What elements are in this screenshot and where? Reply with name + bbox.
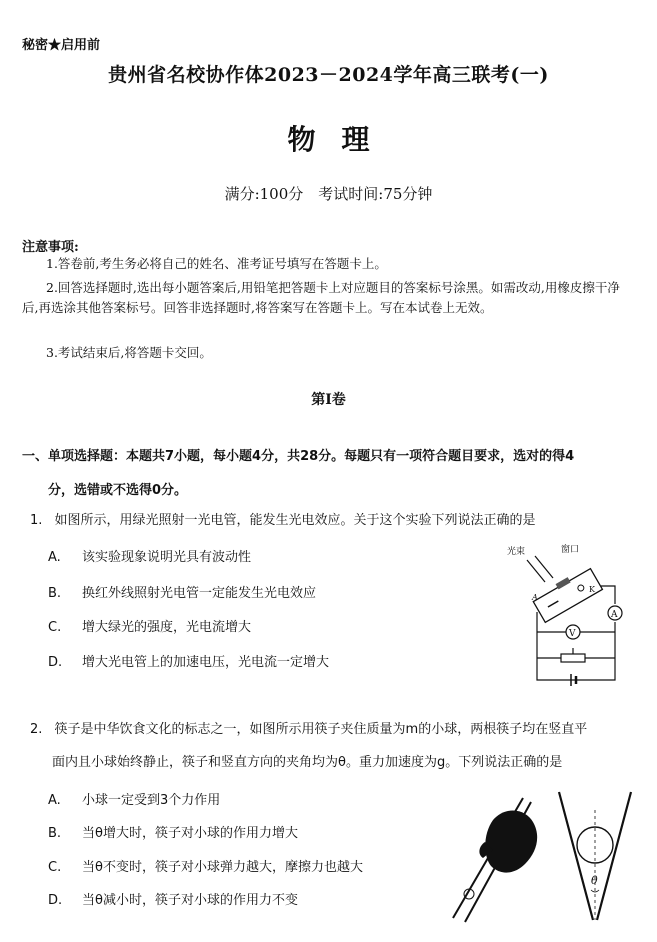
- question-2-option-b: [48, 822, 298, 841]
- hand-chopsticks-figure: [445, 790, 545, 925]
- notice-heading: 注意事项:: [22, 240, 79, 255]
- option-label: C.: [48, 860, 62, 875]
- cathode-label: K: [589, 585, 595, 594]
- beam-ray: [527, 560, 545, 582]
- score-time-line: 满分:100分 考试时间:75分钟: [224, 185, 433, 203]
- question-text: 面内且小球始终静止，筷子和竖直方向的夹角均为θ。重力加速度为g。下列说法正确的是: [52, 755, 563, 770]
- option-label: D.: [48, 893, 63, 908]
- beam-ray: [535, 556, 553, 578]
- option-label: A.: [48, 793, 61, 808]
- beam-label: 光束: [507, 547, 526, 557]
- option-text: 当θ不变时，筷子对小球弹力越大，摩擦力也越大: [82, 860, 363, 875]
- question-number: 1.: [30, 513, 43, 528]
- option-label: A.: [48, 550, 61, 565]
- question-number: 2.: [30, 722, 43, 737]
- option-label: C.: [48, 620, 62, 635]
- voltmeter-label: V: [569, 629, 576, 639]
- notice-item: 2.回答选择题时,选出每小题答案后,用铅笔把答题卡上对应题目的答案标号涂黑。如需改动,用橡皮擦干净后,再选涂其他答案标号。回答非选择题时,将答案写在答题卡上。写在本试卷上无效。: [22, 280, 620, 315]
- ammeter-label: A: [611, 610, 618, 620]
- option-label: B.: [48, 826, 62, 841]
- question-1-option-d: [48, 651, 329, 670]
- option-text: 当θ增大时，筷子对小球的作用力增大: [82, 826, 298, 841]
- hand-icon: [485, 810, 537, 872]
- subject-title: 物理: [287, 123, 396, 156]
- anode-label: A: [532, 593, 538, 602]
- option-text: 当θ减小时，筷子对小球的作用力不变: [82, 893, 298, 908]
- option-text: 该实验现象说明光具有波动性: [82, 550, 252, 565]
- exam-title: 贵州省名校协作体2023－2024学年高三联考(一): [108, 64, 549, 86]
- question-2-stem: [30, 713, 632, 779]
- section-heading-line2: 分，选错或不选得0分。: [48, 483, 188, 498]
- question-1-stem: [30, 504, 632, 537]
- rheostat-icon: [561, 654, 585, 662]
- option-text: 换红外线照射光电管一定能发生光电效应: [82, 586, 317, 601]
- question-text: 如图所示，用绿光照射一光电管，能发生光电效应。关于这个实验下列说法正确的是: [54, 513, 536, 528]
- question-text: 筷子是中华饮食文化的标志之一，如图所示用筷子夹住质量为m的小球，两根筷子均在竖直平: [54, 722, 588, 737]
- circuit-wire: [601, 586, 615, 604]
- option-text: 增大光电管上的加速电压，光电流一定增大: [82, 655, 330, 670]
- question-2-option-c: [48, 856, 363, 875]
- question-2-option-d: [48, 889, 298, 908]
- question-1-option-b: [48, 582, 316, 601]
- photoelectric-circuit-figure: [505, 540, 635, 690]
- ball-icon: [577, 827, 613, 863]
- section-heading: [22, 440, 634, 508]
- volume-title: 第Ⅰ卷: [311, 392, 346, 408]
- option-label: D.: [48, 655, 63, 670]
- circuit-wire: [537, 612, 615, 680]
- window-label: 窗口: [561, 545, 580, 555]
- option-text: 增大绿光的强度，光电流增大: [82, 620, 252, 635]
- section-heading-line1: 一、单项选择题：本题共7小题，每小题4分，共28分。每题只有一项符合题目要求，选对的得4: [22, 449, 575, 464]
- notice-item: 1.答卷前,考生务必将自己的姓名、准考证号填写在答题卡上。: [46, 256, 387, 271]
- question-1-option-a: [48, 546, 251, 565]
- option-text: 小球一定受到3个力作用: [82, 793, 221, 808]
- confidential-mark: 秘密★启用前: [22, 38, 101, 53]
- ball-force-figure: [555, 790, 635, 925]
- question-1-option-c: [48, 616, 251, 635]
- question-2-option-a: [48, 789, 220, 808]
- notice-item: 3.考试结束后,将答题卡交回。: [46, 345, 212, 360]
- option-label: B.: [48, 586, 62, 601]
- theta-label: θ: [591, 874, 598, 887]
